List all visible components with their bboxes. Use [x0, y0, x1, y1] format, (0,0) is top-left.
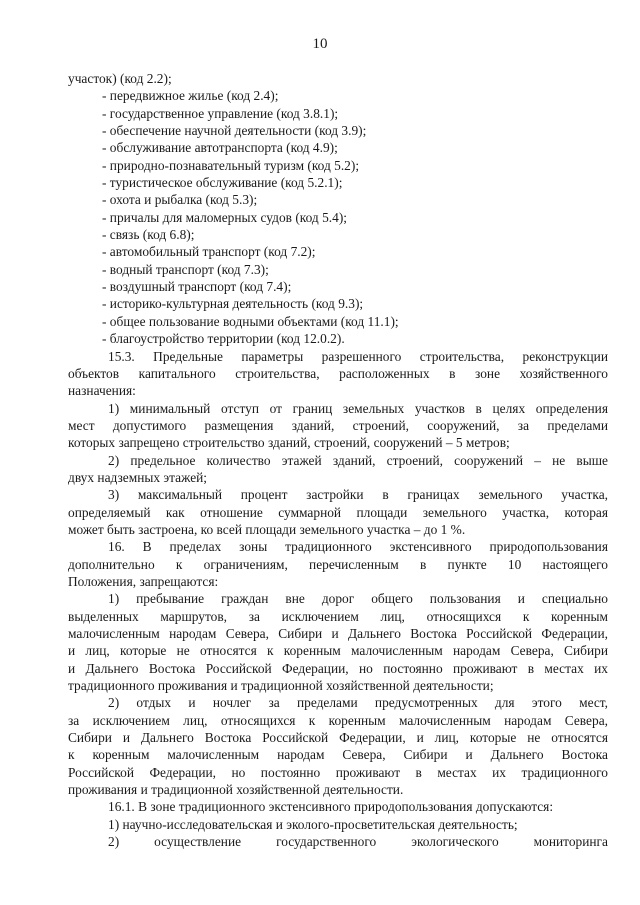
- text-line: назначения:: [68, 383, 136, 399]
- text-line: - связь (код 6.8);: [102, 227, 195, 243]
- text-line: - водный транспорт (код 7.3);: [102, 261, 269, 277]
- text-line: определяемый как отношение суммарной площади земельного участка, которая: [68, 504, 608, 520]
- text-line: мест допустимого размещения зданий, строений, сооружений, за пределами: [68, 417, 608, 433]
- text-line: дополнительно к ограничениям, перечисленным в пункте 10 настоящего: [68, 556, 608, 572]
- text-line: - обеспечение научной деятельности (код 3.9);: [102, 123, 367, 139]
- text-line: - передвижное жилье (код 2.4);: [102, 88, 279, 104]
- text-line: - благоустройство территории (код 12.0.2).: [102, 331, 345, 347]
- text-line: 3) максимальный процент застройки в границах земельного участка,: [108, 487, 608, 503]
- text-line: и лиц, которые не относятся к коренным малочисленным народам Севера, Сибири: [68, 643, 608, 659]
- text-line: 16. В пределах зоны традиционного экстенсивного природопользования: [108, 539, 608, 555]
- text-line: - причалы для маломерных судов (код 5.4);: [102, 209, 348, 225]
- text-line: Положения, запрещаются:: [68, 573, 219, 589]
- text-line: может быть застроена, ко всей площади земельного участка – до 1 %.: [68, 521, 466, 537]
- text-line: 15.3. Предельные параметры разрешенного строительства, реконструкции: [108, 348, 608, 364]
- text-line: 16.1. В зоне традиционного экстенсивного природопользования допускаются:: [108, 799, 554, 815]
- page-number: 10: [312, 36, 328, 52]
- text-line: 2) осуществление государственного экологического мониторинга: [108, 834, 608, 850]
- text-line: 1) научно-исследовательская и эколого-просветительская деятельность;: [108, 816, 518, 832]
- text-line: выделенных маршрутов, за исключением лиц, относящихся к коренным: [68, 608, 608, 624]
- text-line: традиционного проживания и традиционной хозяйственной деятельности;: [68, 678, 494, 694]
- text-line: - туристическое обслуживание (код 5.2.1);: [102, 175, 343, 191]
- text-line: Российской Федерации, но постоянно проживают в местах их традиционного: [68, 764, 608, 780]
- text-line: за исключением лиц, относящихся к коренным малочисленным народам Севера,: [68, 712, 608, 728]
- text-line: проживания и традиционной хозяйственной деятельности.: [68, 782, 404, 798]
- text-line: и Дальнего Востока Российской Федерации, но постоянно проживают в местах их: [68, 660, 608, 676]
- text-line: 1) пребывание граждан вне дорог общего пользования и специально: [108, 591, 608, 607]
- text-line: - государственное управление (код 3.8.1);: [102, 105, 339, 121]
- text-line: - охота и рыбалка (код 5.3);: [102, 192, 258, 208]
- text-line: - воздушный транспорт (код 7.4);: [102, 279, 292, 295]
- text-line: - обслуживание автотранспорта (код 4.9);: [102, 140, 338, 156]
- text-line: двух надземных этажей;: [68, 469, 208, 485]
- text-line: которых запрещено строительство зданий, строений, сооружений – 5 метров;: [68, 435, 510, 451]
- text-line: 1) минимальный отступ от границ земельных участков в целях определения: [108, 400, 608, 416]
- text-line: Сибири и Дальнего Востока Российской Федерации, и лиц, которые не относятся: [68, 730, 608, 746]
- text-line: участок) (код 2.2);: [68, 71, 172, 86]
- text-line: объектов капитального строительства, расположенных в зоне хозяйственного: [68, 365, 608, 381]
- text-line: малочисленным народам Севера, Сибири и Дальнего Востока Российской Федерации,: [68, 626, 608, 641]
- text-line: к коренным малочисленным народам Севера, Сибири и Дальнего Востока: [68, 747, 608, 763]
- document-body: [68, 70, 608, 850]
- text-line: - автомобильный транспорт (код 7.2);: [102, 244, 316, 260]
- text-line: - природно-познавательный туризм (код 5.2);: [102, 157, 360, 173]
- text-line: 2) отдых и ночлег за пределами предусмотренных для этого мест,: [108, 695, 608, 711]
- text-line: 2) предельное количество этажей зданий, строений, сооружений – не выше: [108, 452, 608, 468]
- text-line: - историко-культурная деятельность (код 9.3);: [102, 296, 364, 312]
- text-line: - общее пользование водными объектами (код 11.1);: [102, 313, 399, 329]
